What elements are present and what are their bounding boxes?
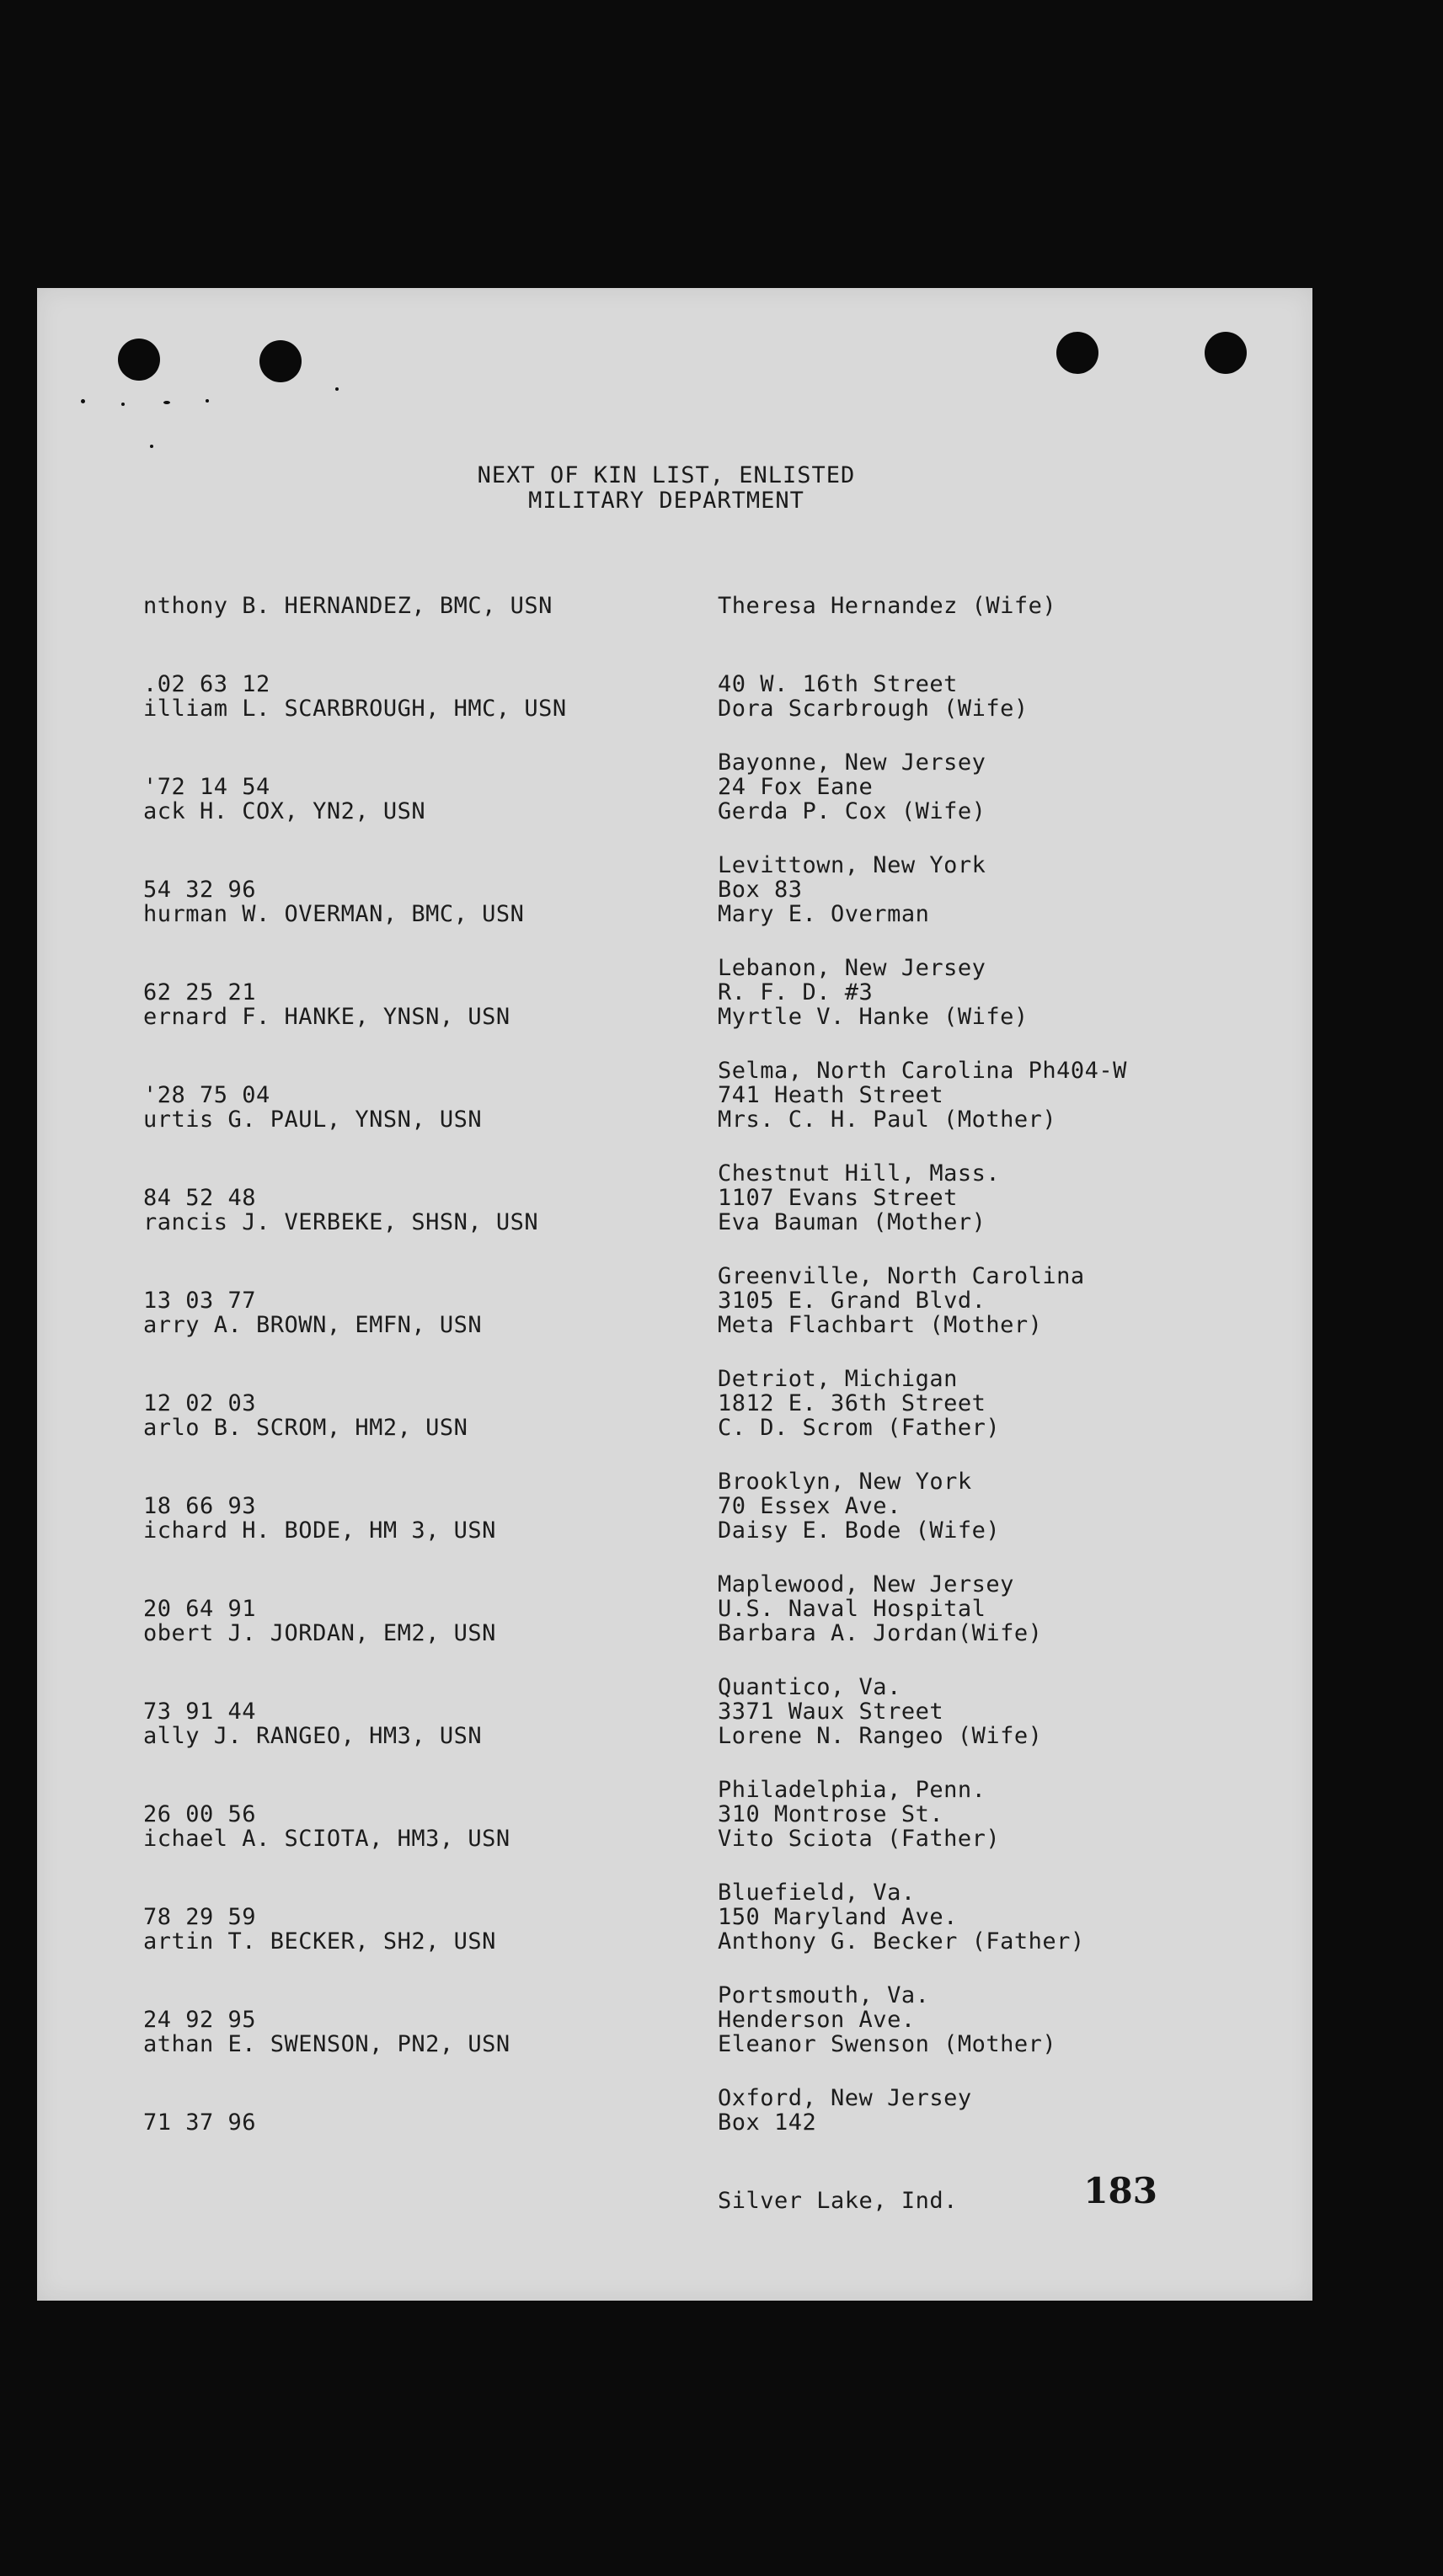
kin-name: Daisy E. Bode (Wife) <box>718 1517 1001 1544</box>
kin-address-line2: Bayonne, New Jersey <box>718 749 986 776</box>
enlisted-column <box>143 541 718 697</box>
service-number: 26 00 56 <box>143 1801 257 1827</box>
kin-address-line1: 40 W. 16th Street <box>718 671 958 697</box>
enlisted-name: arry A. BROWN, EMFN, USN <box>143 1312 483 1338</box>
kin-name: Mary E. Overman <box>718 901 930 927</box>
enlisted-column <box>143 1876 718 2033</box>
ink-speck-icon <box>335 387 339 391</box>
kin-address-line1: Box 83 <box>718 877 803 903</box>
enlisted-name: rancis J. VERBEKE, SHSN, USN <box>143 1209 539 1235</box>
kin-address-line1: U.S. Naval Hospital <box>718 1596 986 1622</box>
service-number: '72 14 54 <box>143 774 270 800</box>
kin-address-line2: Levittown, New York <box>718 852 986 878</box>
kin-address-line2: Lebanon, New Jersey <box>718 955 986 981</box>
kin-address-line2: Philadelphia, Penn. <box>718 1777 986 1803</box>
ink-speck-icon <box>206 399 209 403</box>
kin-name: Mrs. C. H. Paul (Mother) <box>718 1107 1057 1133</box>
kin-name: Myrtle V. Hanke (Wife) <box>718 1004 1029 1030</box>
kin-address-line2: Brooklyn, New York <box>718 1469 972 1495</box>
service-number: 71 37 96 <box>143 2109 257 2136</box>
enlisted-column <box>143 1054 718 1211</box>
kin-address-line1: 1812 E. 36th Street <box>718 1390 986 1416</box>
service-number: 78 29 59 <box>143 1904 257 1930</box>
enlisted-name: arlo B. SCROM, HM2, USN <box>143 1415 468 1441</box>
kin-name: Theresa Hernandez (Wife) <box>718 593 1057 619</box>
service-number: 13 03 77 <box>143 1288 257 1314</box>
kin-address-line2: Greenville, North Carolina <box>718 1263 1085 1289</box>
kin-address-line2: Bluefield, Va. <box>718 1880 916 1906</box>
kin-address-line2: Oxford, New Jersey <box>718 2085 972 2111</box>
page-number: 183 <box>1083 2170 1157 2211</box>
enlisted-column <box>143 1465 718 1622</box>
kin-address-line2: Quantico, Va. <box>718 1674 901 1700</box>
kin-name: Eleanor Swenson (Mother) <box>718 2031 1057 2057</box>
kin-address-line2: Chestnut Hill, Mass. <box>718 1160 1001 1187</box>
enlisted-name: ernard F. HANKE, YNSN, USN <box>143 1004 510 1030</box>
enlisted-name: ack H. COX, YN2, USN <box>143 798 426 824</box>
kin-address-line2: Silver Lake, Ind. <box>718 2188 958 2214</box>
enlisted-name: athan E. SWENSON, PN2, USN <box>143 2031 510 2057</box>
enlisted-name: artin T. BECKER, SH2, USN <box>143 1928 496 1955</box>
enlisted-name: urtis G. PAUL, YNSN, USN <box>143 1107 483 1133</box>
kin-address-line2: Selma, North Carolina Ph404-W <box>718 1058 1127 1084</box>
kin-address-line1: 150 Maryland Ave. <box>718 1904 958 1930</box>
kin-address-line1: 3105 E. Grand Blvd. <box>718 1288 986 1314</box>
kin-address-line2: Portsmouth, Va. <box>718 1982 930 2008</box>
punch-hole-icon <box>1056 332 1098 374</box>
enlisted-name: illiam L. SCARBROUGH, HMC, USN <box>143 696 567 722</box>
punch-hole-icon <box>1205 332 1247 374</box>
kin-address-line1: 70 Essex Ave. <box>718 1493 901 1519</box>
kin-address-line1: Henderson Ave. <box>718 2007 916 2033</box>
kin-address-line1: 24 Fox Eane <box>718 774 874 800</box>
kin-name: Meta Flachbart (Mother) <box>718 1312 1043 1338</box>
kin-name: Lorene N. Rangeo (Wife) <box>718 1723 1043 1749</box>
document-header <box>37 463 1312 514</box>
punch-hole-icon <box>118 339 160 381</box>
service-number: 12 02 03 <box>143 1390 257 1416</box>
ink-speck-icon <box>150 445 153 448</box>
service-number: 84 52 48 <box>143 1185 257 1211</box>
enlisted-name: ichard H. BODE, HM 3, USN <box>143 1517 496 1544</box>
kin-address-line1: 741 Heath Street <box>718 1082 944 1108</box>
kin-address-line2: Detriot, Michigan <box>718 1366 958 1392</box>
enlisted-column <box>143 1260 718 1416</box>
service-number: .02 63 12 <box>143 671 270 697</box>
enlisted-column <box>143 952 718 1108</box>
service-number: '28 75 04 <box>143 1082 270 1108</box>
service-number: 62 25 21 <box>143 979 257 1005</box>
enlisted-name: nthony B. HERNANDEZ, BMC, USN <box>143 593 553 619</box>
kin-address-line1: 3371 Waux Street <box>718 1699 944 1725</box>
enlisted-column <box>143 1773 718 1930</box>
kin-name: Vito Sciota (Father) <box>718 1826 1001 1852</box>
kin-address-line1: 1107 Evans Street <box>718 1185 958 1211</box>
header-subtitle: MILITARY DEPARTMENT <box>528 488 804 514</box>
service-number: 73 91 44 <box>143 1699 257 1725</box>
kin-address-line1: R. F. D. #3 <box>718 979 874 1005</box>
kin-name: Gerda P. Cox (Wife) <box>718 798 986 824</box>
service-number: 18 66 93 <box>143 1493 257 1519</box>
service-number: 54 32 96 <box>143 877 257 903</box>
kin-name: C. D. Scrom (Father) <box>718 1415 1001 1441</box>
kin-address-line1: Box 142 <box>718 2109 817 2136</box>
service-number: 20 64 91 <box>143 1596 257 1622</box>
enlisted-name: hurman W. OVERMAN, BMC, USN <box>143 901 525 927</box>
punch-hole-icon <box>259 340 302 382</box>
enlisted-column <box>143 849 718 1005</box>
document-page <box>37 288 1312 2301</box>
kin-name: Eva Bauman (Mother) <box>718 1209 986 1235</box>
ink-speck-icon <box>121 403 125 406</box>
enlisted-column <box>143 1568 718 1725</box>
kin-address-line1: 310 Montrose St. <box>718 1801 944 1827</box>
enlisted-column <box>143 1979 718 2136</box>
ink-speck-icon <box>163 401 170 404</box>
enlisted-name: ichael A. SCIOTA, HM3, USN <box>143 1826 510 1852</box>
enlisted-name: ally J. RANGEO, HM3, USN <box>143 1723 483 1749</box>
enlisted-name: obert J. JORDAN, EM2, USN <box>143 1620 496 1646</box>
kin-address-line2: Maplewood, New Jersey <box>718 1571 1014 1597</box>
enlisted-column <box>143 643 718 800</box>
kin-name: Dora Scarbrough (Wife) <box>718 696 1029 722</box>
enlisted-column <box>143 1671 718 1827</box>
kin-name: Barbara A. Jordan(Wife) <box>718 1620 1043 1646</box>
ink-speck-icon <box>81 399 85 403</box>
enlisted-column <box>143 1157 718 1314</box>
enlisted-column <box>143 1363 718 1519</box>
header-title: NEXT OF KIN LIST, ENLISTED <box>477 462 856 488</box>
kin-name: Anthony G. Becker (Father) <box>718 1928 1085 1955</box>
service-number: 24 92 95 <box>143 2007 257 2033</box>
enlisted-column <box>143 746 718 903</box>
